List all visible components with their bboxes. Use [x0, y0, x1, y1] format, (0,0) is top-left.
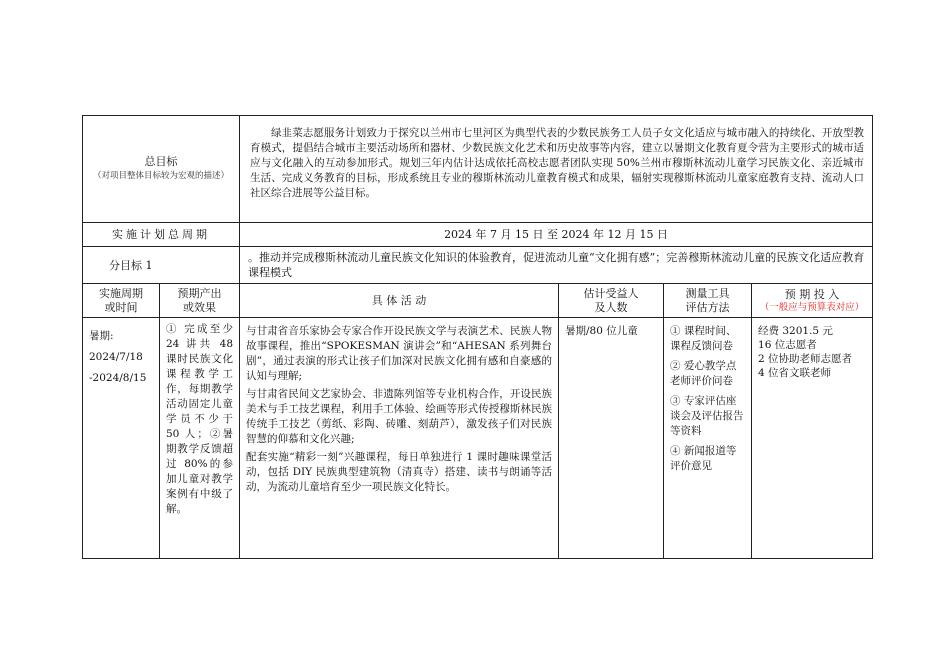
investment-cell	[752, 318, 873, 559]
goal-text: 绿韭菜志愿服务计划致力于探究以兰州市七里河区为典型代表的少数民族务工人员子女文化适应与城市融入的持续化、开放型教育模式，提倡结合城市主要活动场所和器材、少数民族文化艺术和历史故事等内容，建立以暑期文化教育夏令营为主要形式的城市适应与文化融入的互动参加形式。规划三年内估计达成依托高校志愿者团队实现 50%兰州市穆斯林流动儿童学习民族文化、亲近城市生活、完成义务教育的目标，形成系统且专业的穆斯林流动儿童教育模式和成果，辐射实现穆斯林流动儿童家庭教育支持、流动人口社区综合进展等公益目标。	[250, 127, 865, 199]
activities-cell	[240, 318, 559, 559]
header-time: 实施周期 或时间	[83, 284, 160, 318]
header-output: 预期产出 或效果	[160, 284, 240, 318]
activity-row	[83, 318, 873, 559]
project-plan-table	[82, 115, 873, 559]
output-text: ① 完成至少 24 讲共 48 课时民族文化课程教学工作，每期教学活动固定儿童学员不少于 50 人；②暑期教学反馈超过 80%的参加儿童对教学案例有中级了解。	[166, 323, 234, 515]
period-row	[83, 223, 873, 247]
goal-row	[83, 116, 873, 223]
activity-paragraph: 与甘肃省民间文艺家协会、非遗陈列馆等专业机构合作，开设民族美术与手工技艺课程，利用手工体验、绘画等形式传授穆斯林民族传统手工技艺（剪纸、彩陶、砖雕、刻葫芦），激发孩子们对民族智慧的仰慕和文化兴趣;	[246, 388, 553, 445]
goal-text-cell	[240, 116, 873, 223]
time-line: 2024/7/18	[89, 351, 143, 363]
objective-label: 分目标 1	[83, 247, 240, 284]
time-cell	[83, 318, 160, 559]
measurement-item: ③ 专家评估座谈会及评估报告等资料	[670, 395, 744, 437]
header-beneficiaries: 估计受益人 及人数	[559, 284, 664, 318]
header-activities: 具 体 活 动	[240, 284, 559, 318]
period-value: 2024 年 7 月 15 日 至 2024 年 12 月 15 日	[240, 223, 873, 247]
output-cell	[160, 318, 240, 559]
goal-sublabel: （对项目整体目标较为宏观的描述）	[93, 171, 230, 181]
measurement-item: ④ 新闻报道等评价意见	[670, 445, 737, 472]
investment-item: 4 位省文联老师	[758, 367, 832, 379]
header-investment-cell	[752, 284, 873, 318]
header-investment-note: （一般应与预算表对应）	[759, 301, 865, 313]
time-line: -2024/8/15	[89, 372, 147, 384]
activity-paragraph: 配套实施“精彩一刻”兴趣课程，每日单独进行 1 课时趣味课堂活动，包括 DIY 民族典型建筑物（清真寺）搭建、读书与朗诵等活动，为流动儿童培育至少一项民族文化特长。	[246, 451, 553, 493]
time-line: 暑期:	[89, 330, 114, 342]
investment-item: 经费 3201.5 元	[758, 325, 833, 337]
goal-label: 总目标	[144, 155, 178, 168]
objective-text: 。推动并完成穆斯林流动儿童民族文化知识的体验教育，促进流动儿童“文化拥有感”；完善穆斯林流动儿童的民族文化适应教育课程模式	[240, 247, 873, 284]
activity-paragraph: 与甘肃省音乐家协会专家合作开设民族文学与表演艺术、民族人物故事课程，推出“SPOKESMAN 演讲会”和“AHESAN 系列舞台剧”，通过表演的形式让孩子们加深对民族文化拥有感和自豪感的认知与理解;	[246, 325, 553, 382]
header-measurement: 测量工具 评估方法	[664, 284, 752, 318]
beneficiaries-text: 暑期/80 位儿童	[565, 325, 638, 337]
measurement-item: ② 爱心教学点老师评价问卷	[670, 360, 737, 387]
objective-row	[83, 247, 873, 284]
period-label: 实施计划总周期	[83, 223, 240, 247]
measurement-item: ① 课程时间、课程反馈问卷	[670, 325, 737, 352]
investment-item: 2 位协助老师志愿者	[758, 353, 853, 365]
header-row	[83, 284, 873, 318]
goal-label-cell	[83, 116, 240, 223]
measurement-cell	[664, 318, 752, 559]
beneficiaries-cell	[559, 318, 664, 559]
header-investment: 预 期 投 入	[784, 287, 840, 301]
investment-item: 16 位志愿者	[758, 339, 817, 351]
